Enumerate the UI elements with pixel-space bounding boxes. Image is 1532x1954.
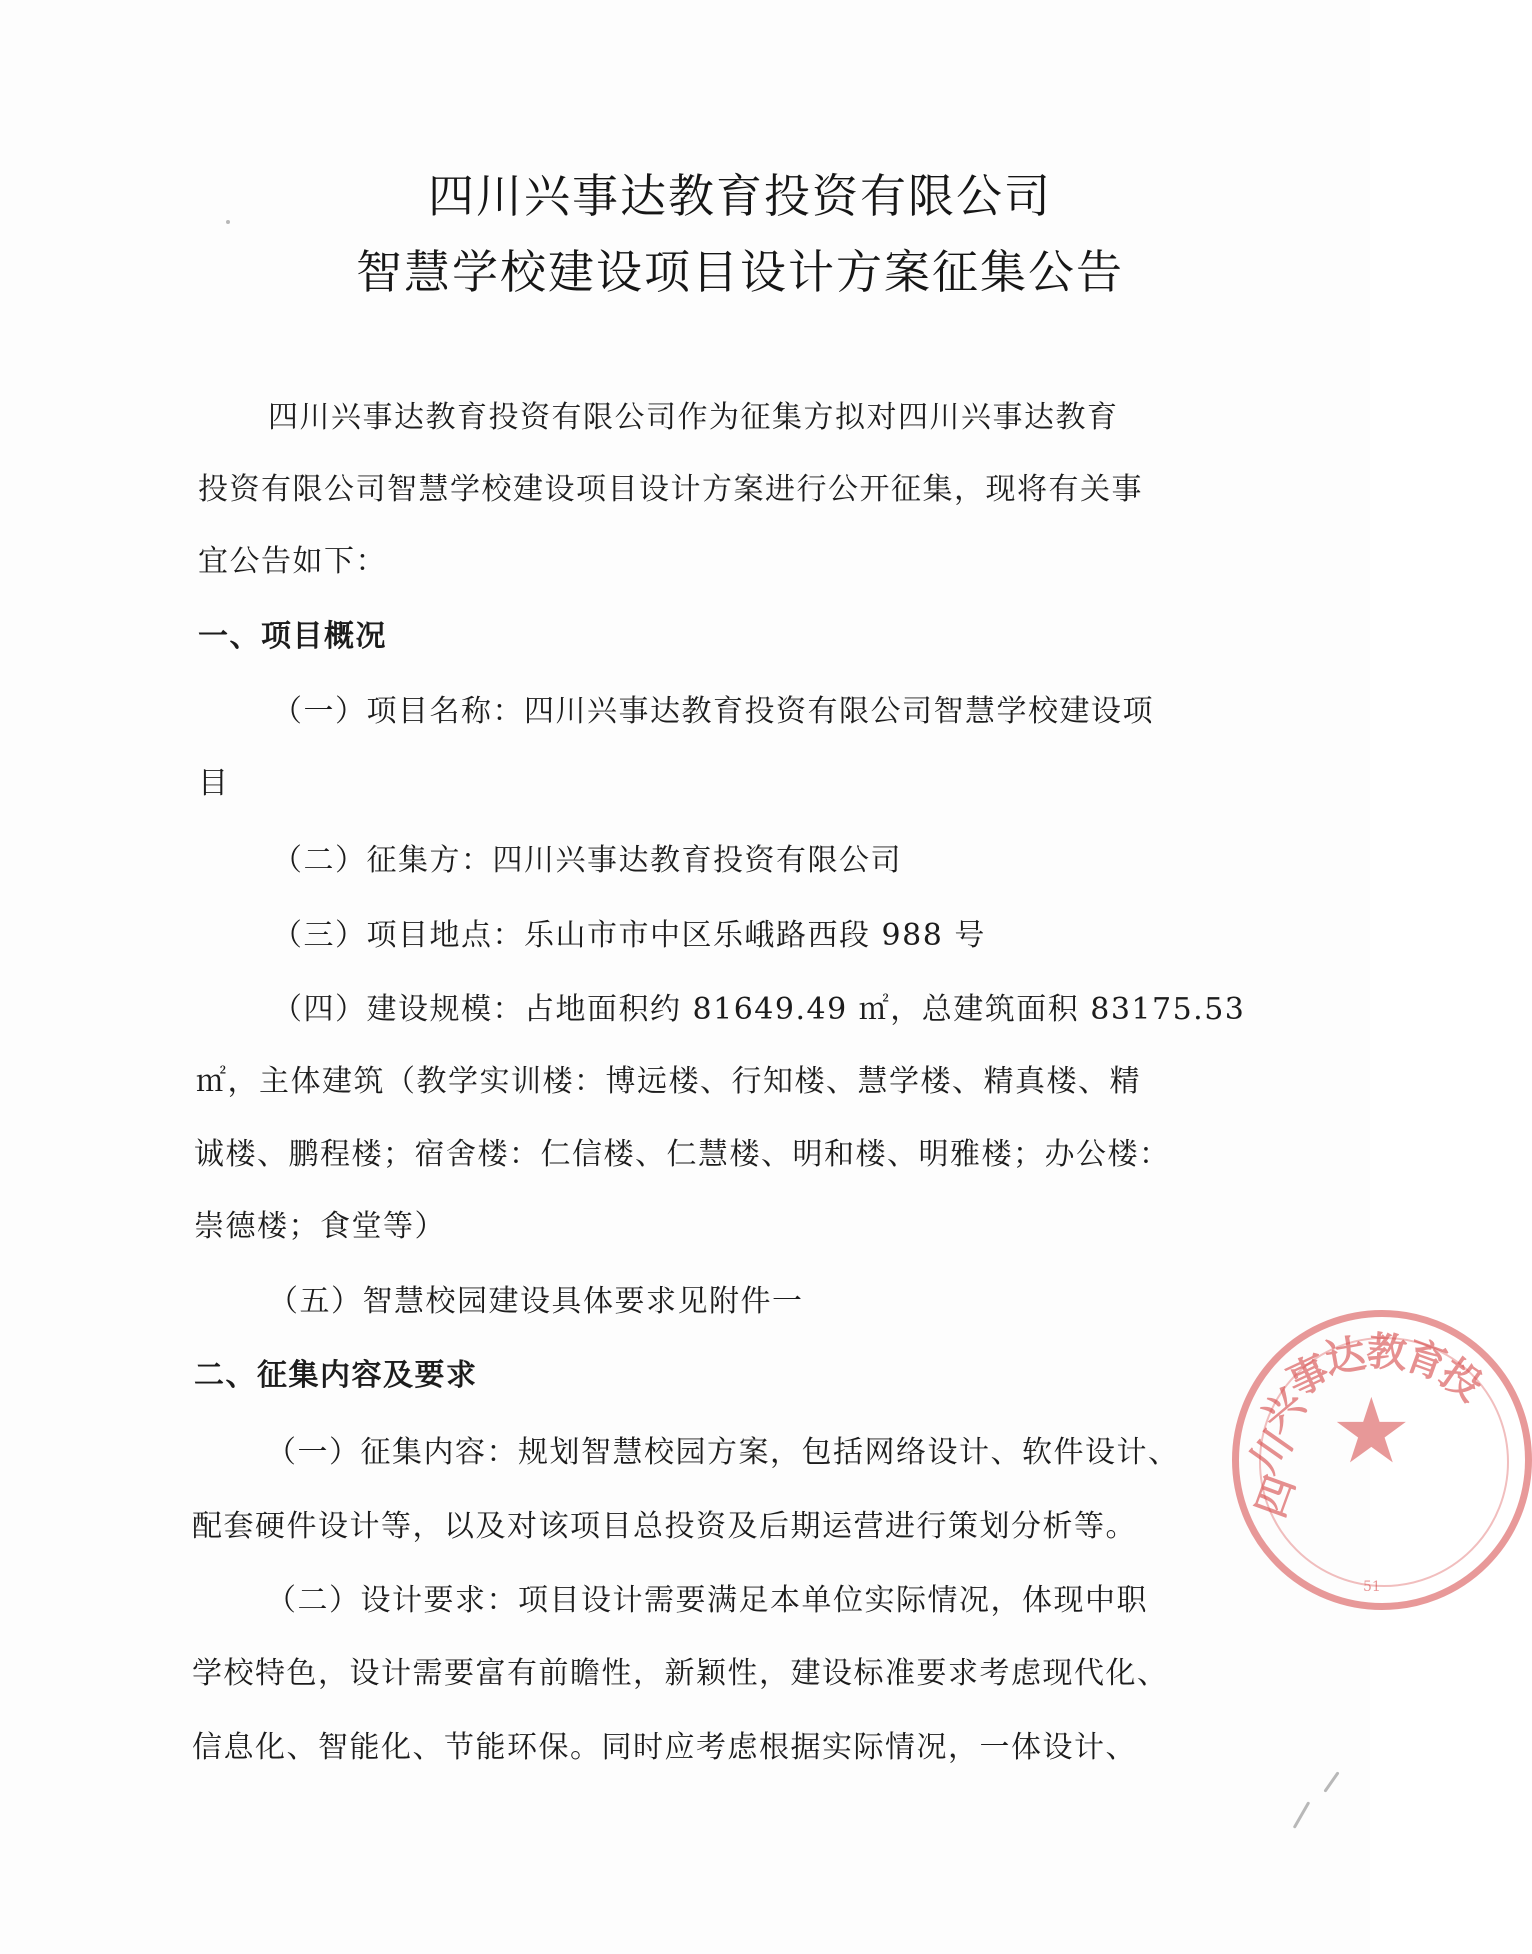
section-2-item-2-line-3: 信息化、智能化、节能环保。同时应考虑根据实际情况，一体设计、 bbox=[192, 1730, 1137, 1765]
intro-line-2: 投资有限公司智慧学校建设项目设计方案进行公开征集，现将有关事 bbox=[198, 472, 1143, 507]
seal-char-6: 教 bbox=[1364, 1327, 1409, 1378]
section-2-item-2-line-2: 学校特色，设计需要富有前瞻性，新颖性，建设标准要求考虑现代化、 bbox=[192, 1656, 1169, 1691]
section-1-item-1-line-2: 目 bbox=[198, 766, 230, 801]
scan-speck bbox=[1293, 1801, 1311, 1828]
seal-char-3: 兴 bbox=[1252, 1378, 1314, 1441]
section-1-heading: 一、项目概况 bbox=[198, 619, 387, 654]
scan-speck bbox=[1323, 1771, 1339, 1792]
seal-char-7: 育 bbox=[1399, 1331, 1453, 1390]
section-1-item-2: （二）征集方：四川兴事达教育投资有限公司 bbox=[272, 843, 902, 878]
seal-char-4: 事 bbox=[1280, 1346, 1337, 1406]
scan-speck bbox=[226, 220, 230, 224]
section-1-item-4-line-4: 崇德楼；食堂等） bbox=[194, 1209, 446, 1244]
section-2-item-1-line-2: 配套硬件设计等，以及对该项目总投资及后期运营进行策划分析等。 bbox=[192, 1509, 1137, 1544]
seal-char-8: 投 bbox=[1431, 1349, 1492, 1411]
section-1-item-4-line-1: （四）建设规模：占地面积约 81649.49 ㎡，总建筑面积 83175.53 bbox=[272, 992, 1246, 1027]
section-1-item-5: （五）智慧校园建设具体要求见附件一 bbox=[268, 1284, 804, 1319]
section-1-item-1-line-1: （一）项目名称：四川兴事达教育投资有限公司智慧学校建设项 bbox=[272, 694, 1154, 729]
seal-char-2: 川 bbox=[1240, 1421, 1303, 1482]
section-1-item-3: （三）项目地点：乐山市市中区乐峨路西段 988 号 bbox=[272, 918, 986, 953]
title-line-2: 智慧学校建设项目设计方案征集公告 bbox=[356, 245, 1124, 299]
section-1-item-4-line-3: 诚楼、鹏程楼；宿舍楼：仁信楼、仁慧楼、明和楼、明雅楼；办公楼： bbox=[194, 1137, 1171, 1172]
seal-char-1: 四 bbox=[1246, 1469, 1305, 1524]
seal-char-5: 达 bbox=[1321, 1329, 1370, 1384]
seal-number: 51 bbox=[1363, 1579, 1381, 1595]
section-2-item-1-line-1: （一）征集内容：规划智慧校园方案，包括网络设计、软件设计、 bbox=[266, 1435, 1180, 1470]
intro-line-3: 宜公告如下： bbox=[198, 544, 387, 579]
section-2-heading: 二、征集内容及要求 bbox=[194, 1358, 478, 1393]
section-1-item-4-line-2: ㎡，主体建筑（教学实训楼：博远楼、行知楼、慧学楼、精真楼、精 bbox=[196, 1064, 1141, 1099]
title-line-1: 四川兴事达教育投资有限公司 bbox=[428, 169, 1052, 223]
section-2-item-2-line-1: （二）设计要求：项目设计需要满足本单位实际情况，体现中职 bbox=[266, 1583, 1148, 1618]
intro-line-1: 四川兴事达教育投资有限公司作为征集方拟对四川兴事达教育 bbox=[268, 400, 1119, 435]
seal-star-icon: ★ bbox=[1331, 1379, 1412, 1484]
company-seal bbox=[1232, 1310, 1532, 1610]
